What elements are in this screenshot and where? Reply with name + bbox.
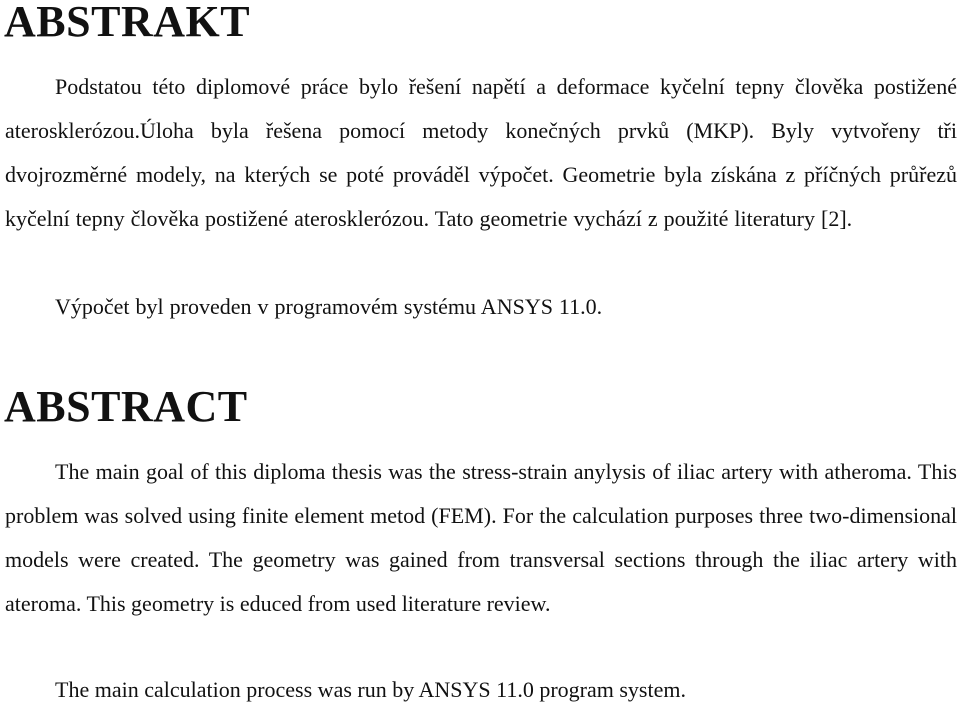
abstract-paragraph-2: The main calculation process was run by ANSYS 11.0 program system.: [55, 677, 686, 702]
abstract-paragraph-1: The main goal of this diploma thesis was the stress-strain anylysis of iliac artery with atheroma. This problem was solved using finite element metod (FEM). For the calculation purposes three two-dimensional models were created. The geometry was gained from transversal sections through the iliac artery with ateroma. This geometry is educed from used literature review.: [5, 459, 957, 616]
heading-abstract: ABSTRACT: [4, 382, 248, 431]
abstrakt-paragraph-2: Výpočet byl proveden v programovém systému ANSYS 11.0.: [55, 294, 603, 319]
heading-abstrakt: ABSTRAKT: [4, 0, 251, 46]
abstrakt-paragraph-1: Podstatou této diplomové práce bylo řešení napětí a deformace kyčelní tepny člověka postižené aterosklerózou.Úloha byla řešena pomocí metody konečných prvků (MKP). Byly vytvořeny tři dvojrozměrné modely, na kterých se poté prováděl výpočet. Geometrie byla získána z příčných průřezů kyčelní tepny člověka postižené aterosklerózou. Tato geometrie vychází z použité literatury [2].: [5, 74, 957, 231]
